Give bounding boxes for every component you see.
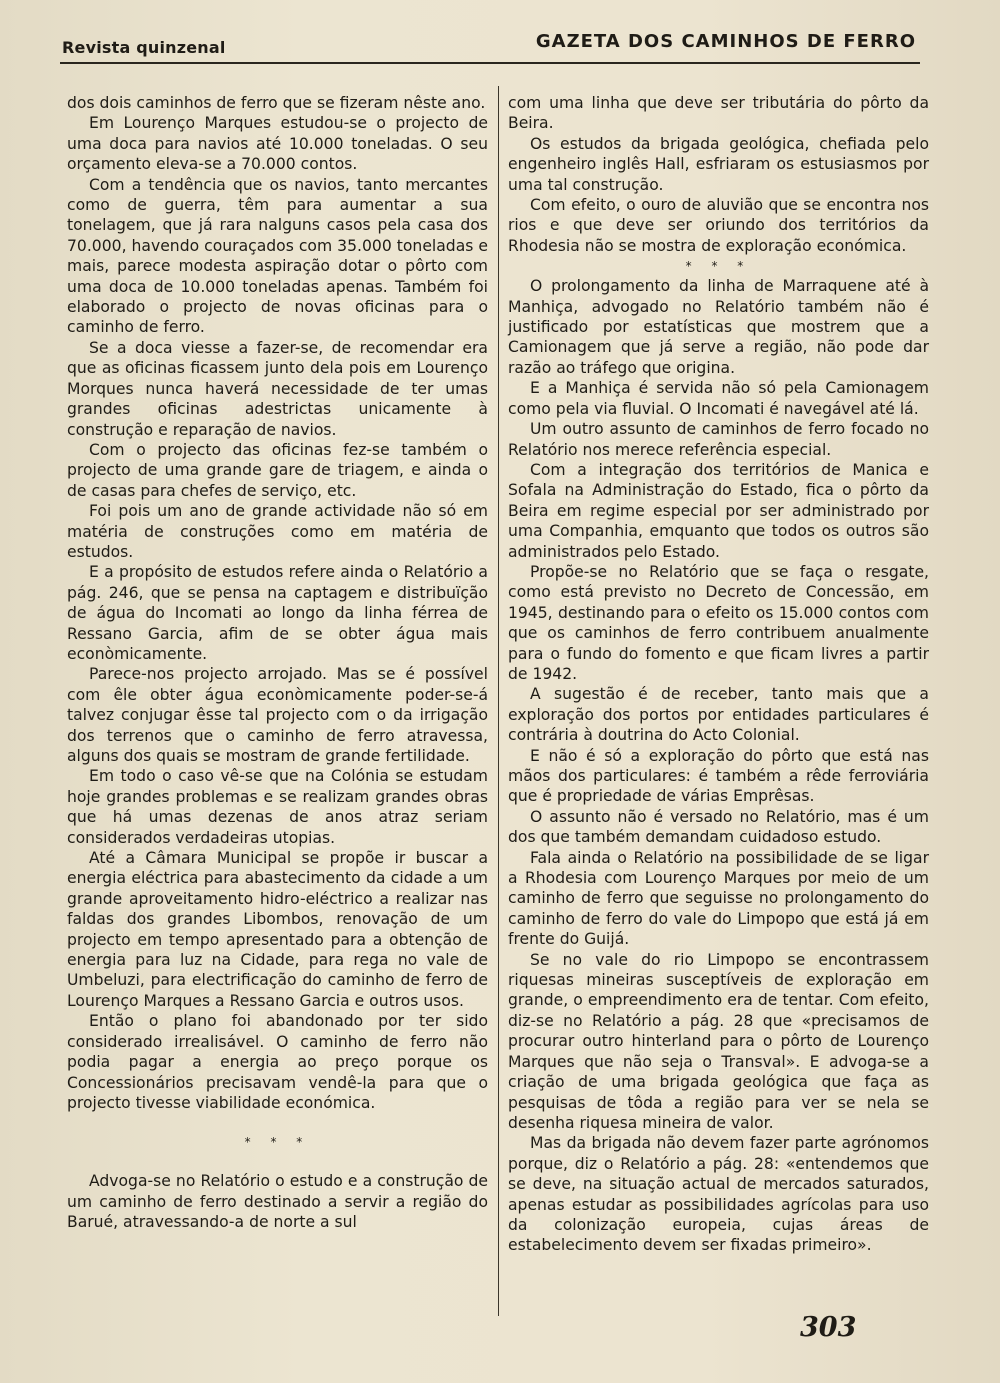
paragraph: Advoga-se no Relatório o estudo e a construção de um caminho de ferro destinado a servir a região do Barué, atravessando-a de norte a sul <box>67 1172 488 1232</box>
paragraph: Fala ainda o Relatório na possibilidade de se ligar a Rhodesia com Lourenço Marques por meio de um caminho de ferro que seguisse no prolongamento do caminho de ferro do vale do Limpopo que está já em frente do Guijá. <box>508 848 929 949</box>
page-number: 303 <box>800 1312 857 1343</box>
header-left: Revista quinzenal <box>62 38 226 57</box>
right-column <box>508 93 929 1256</box>
paragraph: Com efeito, o ouro de aluvião que se encontra nos rios e que deve ser oriundo dos territórios da Rhodesia não se mostra de exploração económica. <box>508 196 929 255</box>
paragraph: O assunto não é versado no Relatório, mas é um dos que também demandam cuidadoso estudo. <box>508 807 929 847</box>
header-right: GAZETA DOS CAMINHOS DE FERRO <box>535 31 916 52</box>
paragraph: Em Lourenço Marques estudou-se o projecto de uma doca para navios até 10.000 toneladas. O seu orçamento eleva-se a 70.000 contos. <box>67 114 488 174</box>
paragraph: E a propósito de estudos refere ainda o Relatório a pág. 246, que se pensa na captagem e distribuïção de água do Incomati ao longo da linha férrea de Ressano Garcia, afim de se obter água mais econòmicamente. <box>67 563 488 663</box>
paragraph: Até a Câmara Municipal se propõe ir buscar a energia eléctrica para abastecimento da cidade a um grande aproveitamento hidro-eléctrico a realizar nas faldas dos grandes Libombos, renovação de um projecto em tempo apresentado para a obtenção de energia para luz na Cidade, para rega no vale de Umbeluzi, para electrificação do caminho de ferro de Lourenço Marques a Ressano Garcia e outros usos. <box>67 849 488 1010</box>
paragraph: Se a doca viesse a fazer-se, de recomendar era que as oficinas ficassem junto dela pois em Lourenço Morques nunca haverá necessidade de ter umas grandes oficinas adestrictas unicamente à construção e reparação de navios. <box>67 338 488 439</box>
section-separator: * * * <box>244 1135 311 1150</box>
paragraph: A sugestão é de receber, tanto mais que a exploração dos portos por entidades particulares é contrária à doutrina do Acto Colonial. <box>508 685 929 745</box>
paragraph: dos dois caminhos de ferro que se fizeram nêste ano. <box>67 94 486 112</box>
section-separator: * * * <box>685 259 752 274</box>
paragraph: Se no vale do rio Limpopo se encontrassem riquesas mineiras susceptíveis de exploração em grande, o empreendimento era de tentar. Com efeito, diz-se no Relatório a pág. 28 que «precisamos de procurar outro hinterland para o pôrto de Lourenço Marques que não seja o Transval». E advoga-se a criação de uma brigada geológica que faça as pesquisas de tôda a região para ver se nela se desenha riquesa mineira de valor. <box>508 950 929 1132</box>
paragraph: Um outro assunto de caminhos de ferro focado no Relatório nos merece referência especial. <box>508 420 929 459</box>
paragraph: Em todo o caso vê-se que na Colónia se estudam hoje grandes problemas e se realizam grandes obras que há umas dezenas de anos atraz seriam considerados verdadeiras utopias. <box>67 767 488 847</box>
paragraph: Com o projecto das oficinas fez-se também o projecto de uma grande gare de triagem, e ainda o de casas para chefes de serviço, etc. <box>67 440 488 500</box>
paragraph: Parece-nos projecto arrojado. Mas se é possível com êle obter água econòmicamente poder-se-á talvez conjugar êsse tal projecto com o da irrigação dos terrenos que o caminho de ferro atravessa, alguns dos quais se mostram de grande fertilidade. <box>67 665 488 765</box>
header-rule <box>60 62 920 64</box>
paragraph: Então o plano foi abandonado por ter sido considerado irrealisável. O caminho de ferro não podia pagar a energia ao preço porque os Concessionários precisavam vendê-la para que o projecto tivesse viabilidade económica. <box>67 1012 488 1112</box>
paragraph: E não é só a exploração do pôrto que está nas mãos dos particulares: é também a rêde ferroviária que é propriedade de várias Emprêsas. <box>508 746 929 806</box>
paragraph: Mas da brigada não devem fazer parte agrónomos porque, diz o Relatório a pág. 28: «entendemos que se deve, na situação actual de mercados saturados, apenas estudar as possibilidades agrícolas para uso da colonização europeia, cujas áreas de estabelecimento devem ser fixadas primeiro». <box>508 1134 929 1255</box>
paragraph: Propõe-se no Relatório que se faça o resgate, como está previsto no Decreto de Concessão, em 1945, destinando para o efeito os 15.000 contos com que os caminhos de ferro contribuem anualmente para o fundo do fomento e que ficam livres a partir de 1942. <box>508 562 929 683</box>
paragraph: E a Manhiça é servida não só pela Camionagem como pela via fluvial. O Incomati é navegável até lá. <box>508 379 929 418</box>
paragraph: Com a integração dos territórios de Manica e Sofala na Administração do Estado, fica o pôrto da Beira em regime especial por ser administrado por uma Companhia, emquanto que todos os outros são administrados pelo Estado. <box>508 460 929 561</box>
paragraph: O prolongamento da linha de Marraquene até à Manhiça, advogado no Relatório também não é justificado por estatísticas que mostrem que a Camionagem que já serve a região, não pode dar razão ao tráfego que origina. <box>508 277 929 377</box>
paragraph: Os estudos da brigada geológica, chefiada pelo engenheiro inglês Hall, esfriaram os estusiasmos por uma tal construção. <box>508 134 929 194</box>
paragraph: Com a tendência que os navios, tanto mercantes como de guerra, têm para aumentar a sua tonelagem, que já rara nalguns casos pela casa dos 70.000, havendo couraçados com 35.000 toneladas e mais, parece modesta aspiração dotar o pôrto com uma doca de 10.000 toneladas apenas. Também foi elaborado o projecto de novas oficinas para o caminho de ferro. <box>67 175 488 337</box>
left-column <box>67 93 488 1233</box>
paragraph: com uma linha que deve ser tributária do pôrto da Beira. <box>508 94 929 133</box>
paragraph: Foi pois um ano de grande actividade não só em matéria de construções como em matéria de estudos. <box>67 502 488 561</box>
column-divider <box>498 86 499 1316</box>
